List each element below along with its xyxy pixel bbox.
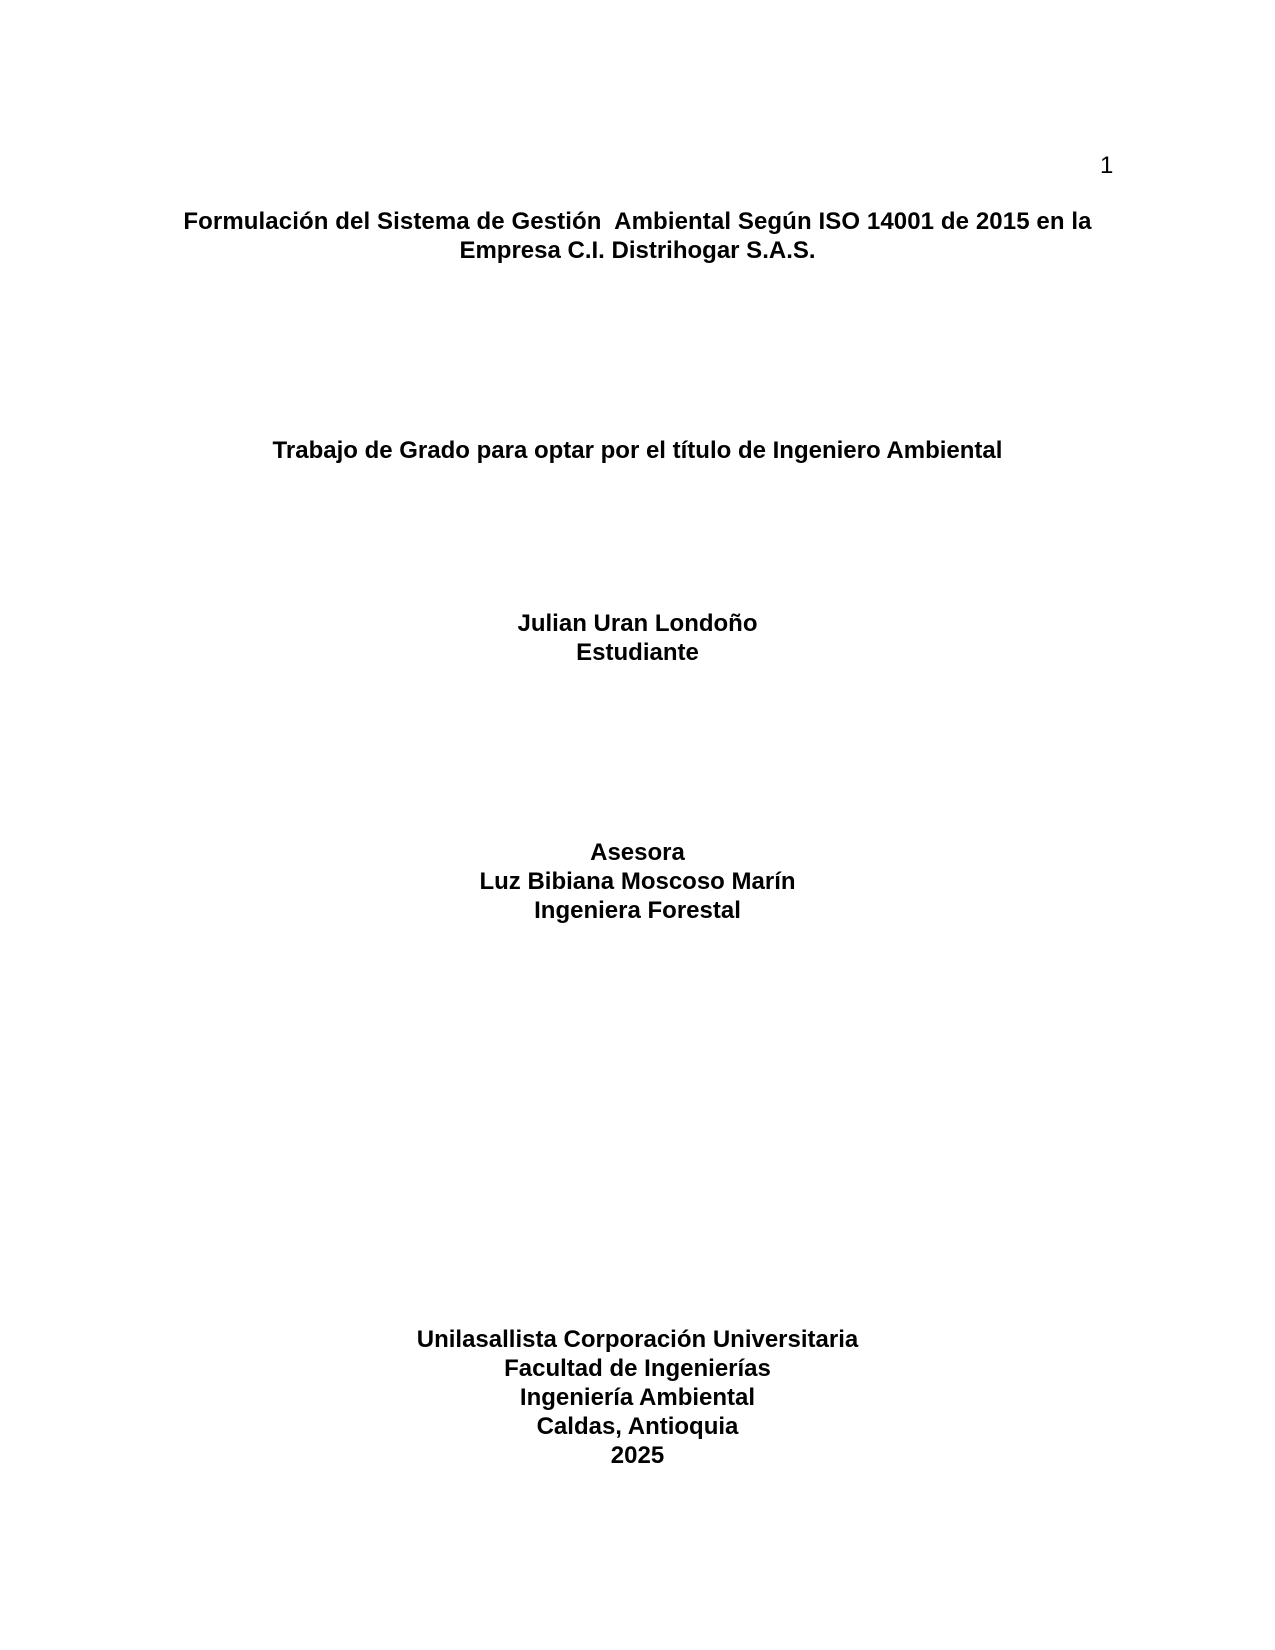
- advisor-section: [0, 838, 1275, 925]
- year: 2025: [610, 1442, 665, 1469]
- advisor-name: Luz Bibiana Moscoso Marín: [479, 868, 796, 895]
- institution-section: [0, 1325, 1275, 1470]
- degree-text: Trabajo de Grado para optar por el título de Ingeniero Ambiental: [272, 437, 1003, 464]
- document-title: [0, 207, 1275, 265]
- advisor-profession: Ingeniera Forestal: [534, 897, 741, 924]
- location: Caldas, Antioquia: [536, 1413, 739, 1440]
- degree-statement: [0, 436, 1275, 465]
- student-role: Estudiante: [576, 639, 699, 666]
- student-name: Julian Uran Londoño: [517, 610, 758, 637]
- faculty-name: Facultad de Ingenierías: [504, 1355, 771, 1382]
- program-name: Ingeniería Ambiental: [519, 1384, 756, 1411]
- title-line-2: Empresa C.I. Distrihogar S.A.S.: [459, 237, 816, 264]
- institution-name: Unilasallista Corporación Universitaria: [416, 1326, 859, 1353]
- title-line-1: Formulación del Sistema de Gestión Ambiental Según ISO 14001 de 2015 en la: [183, 208, 1092, 235]
- page-number: 1: [1100, 152, 1114, 179]
- advisor-heading: Asesora: [590, 839, 685, 866]
- student-section: [0, 609, 1275, 667]
